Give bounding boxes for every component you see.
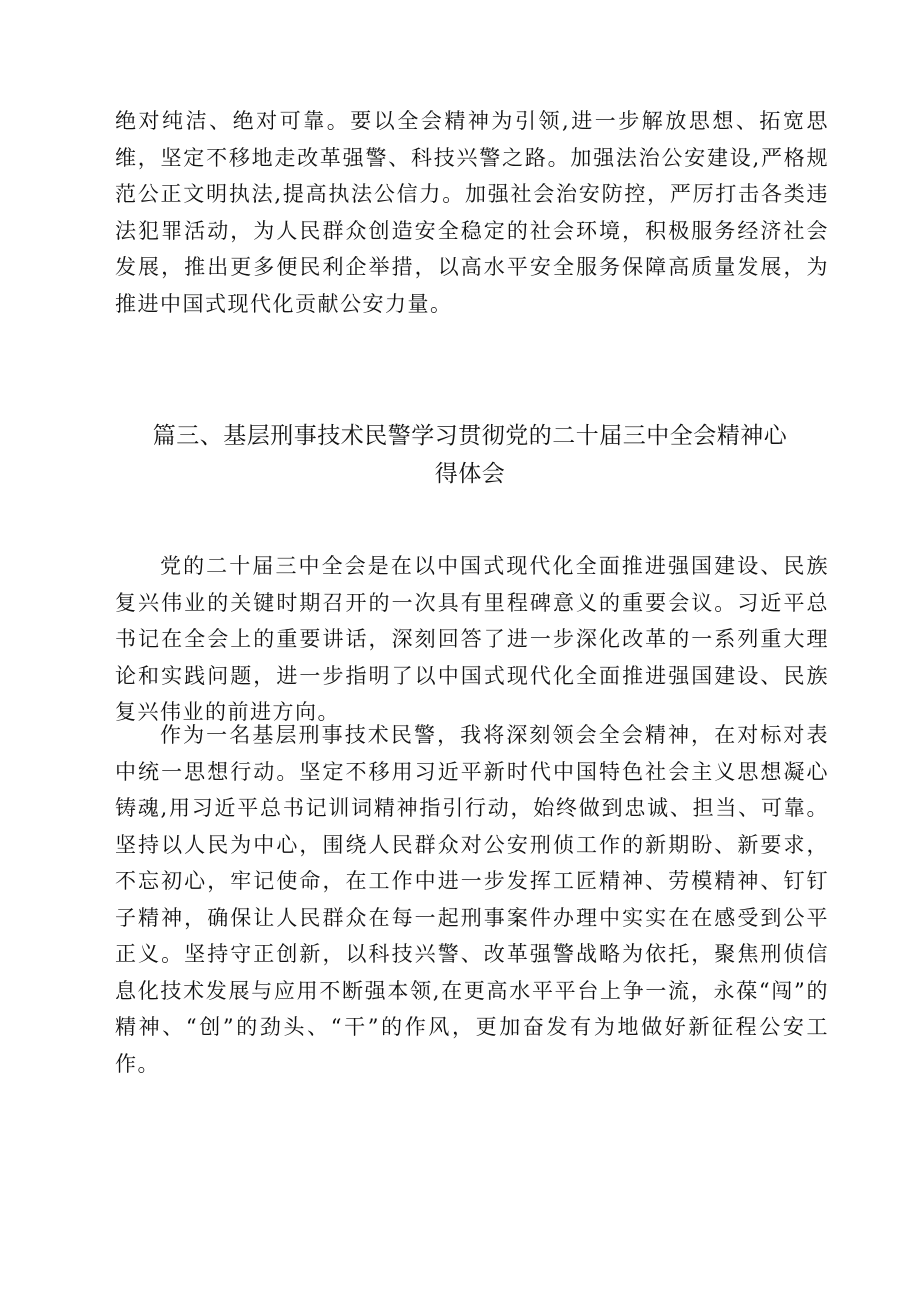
section-heading: 篇三、基层刑事技术民警学习贯彻党的二十届三中全会精神心得体会 [152,423,788,487]
paragraph-body: 作为一名基层刑事技术民警，我将深刻领会全会精神，在对标对表中统一思想行动。坚定不移用习近平新时代中国特色社会主义思想凝心铸魂,用习近平总书记训词精神指引行动，始终做到忠诚、担当、可靠。坚持以人民为中心，围绕人民群众对公安刑侦工作的新期盼、新要求，不忘初心，牢记使命，在工作中进一步发挥工匠精神、劳模精神、钉钉子精神，确保让人民群众在每一起刑事案件办理中实实在在感受到公平正义。坚持守正创新，以科技兴警、改革强警战略为依托，聚焦刑侦信息化技术发展与应用不断强本领,在更高水平平台上争一流，永葆“闯”的精神、“创”的劲头、“干”的作风，更加奋发有为地做好新征程公安工作。 [115,723,829,1076]
paragraph-continued: 绝对纯洁、绝对可靠。要以全会精神为引领,进一步解放思想、拓宽思维，坚定不移地走改革强警、科技兴警之路。加强法治公安建设,严格规范公正文明执法,提高执法公信力。加强社会治安防控，严厉打击各类违法犯罪活动，为人民群众创造安全稳定的社会环境，积极服务经济社会发展，推出更多便民利企举措，以高水平安全服务保障高质量发展，为推进中国式现代化贡献公安力量。 [115,109,829,316]
paragraph-intro: 党的二十届三中全会是在以中国式现代化全面推进强国建设、民族复兴伟业的关键时期召开的一次具有里程碑意义的重要会议。习近平总书记在全会上的重要讲话，深刻回答了进一步深化改革的一系列重大理论和实践问题，进一步指明了以中国式现代化全面推进强国建设、民族复兴伟业的前进方向。 [115,554,829,724]
